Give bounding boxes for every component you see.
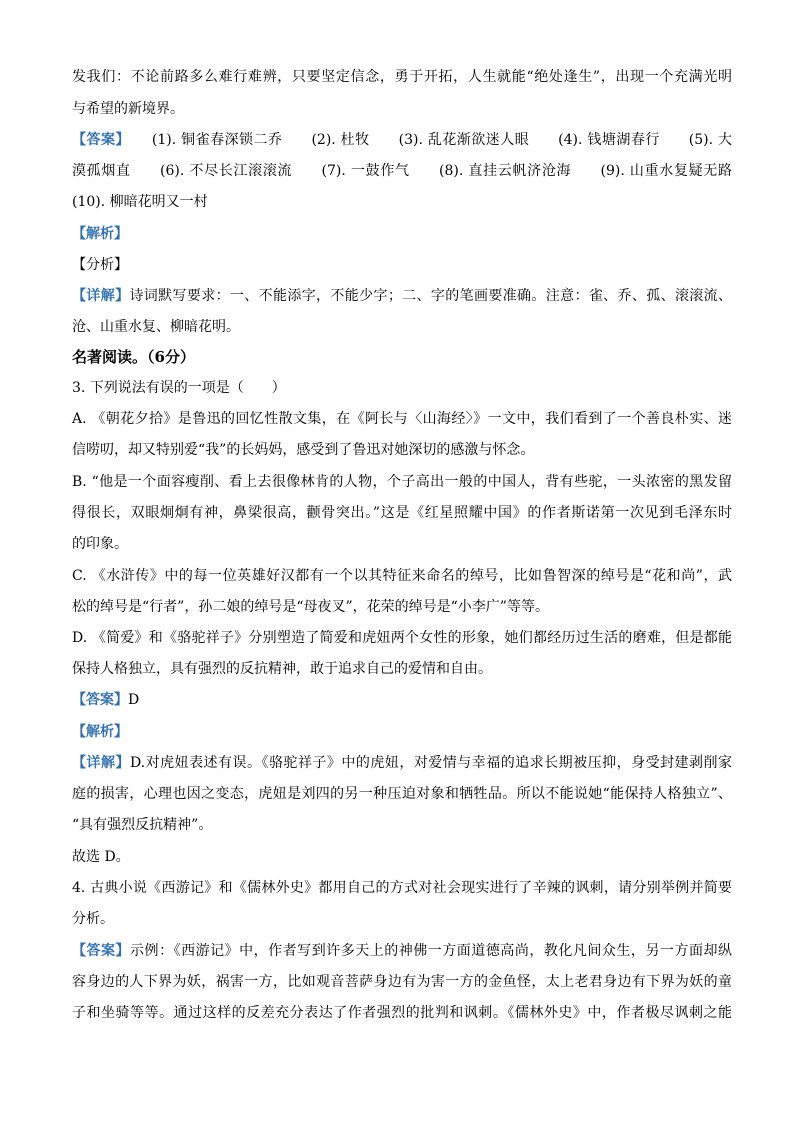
analysis-line: [72, 722, 732, 742]
detail-tag: 【详解】: [72, 755, 130, 771]
conclusion-line: 故选 D。: [72, 849, 130, 865]
question-4: 4. 古典小说《西游记》和《儒林外史》都用自己的方式对社会现实进行了辛辣的讽刺，请分别举例并简要: [72, 880, 732, 896]
option-c: C. 《水浒传》中的每一位英雄好汉都有一个以其特征来命名的绰号，比如鲁智深的绰号是“花和尚”，武: [72, 568, 732, 584]
option-b: B. “他是一个面容瘦削、看上去很像林肯的人物，个子高出一般的中国人，背有些驼，一头浓密的黑发留: [72, 474, 732, 490]
section-heading: 名著阅读。（6分）: [72, 348, 195, 366]
answer-tag: 【答案】: [72, 943, 131, 959]
text-line: 子和坐骑等等。通过这样的反差充分表达了作者强烈的批判和讽刺。《儒林外史》中，作者极尽讽刺之能: [72, 1005, 732, 1021]
detail-line: 【详解】D.对虎妞表述有误。《骆驼祥子》中的虎妞，对爱情与幸福的追求长期被压抑，身受封建剥削家: [72, 755, 733, 771]
answer-line: 【答案】 (1). 铜雀春深锁二乔 (2). 杜牧 (3). 乱花渐欲迷人眼 (4). 钱塘湖春行 (5). 大: [72, 132, 733, 148]
text-line: 分析。: [72, 911, 114, 927]
fenxi-line: 【分析】: [72, 257, 128, 273]
text-line: 与希望的新境界。: [72, 101, 184, 117]
option-a: A. 《朝花夕拾》是鲁迅的回忆性散文集，在《阿长与〈山海经〉》一文中，我们看到了一个善良朴实、迷: [72, 411, 732, 427]
answer-tag: 【答案】: [72, 132, 123, 148]
analysis-line: [72, 224, 732, 244]
option-d: D. 《简爱》和《骆驼祥子》分别塑造了简爱和虎妞两个女性的形象，她们都经历过生活的磨难，但是都能: [72, 630, 732, 646]
detail-tag: 【详解】: [72, 288, 130, 304]
answer-tag: 【答案】: [72, 692, 128, 708]
text-line: 沧、山重水复、柳暗花明。: [72, 319, 240, 335]
text-line: 庭的损害，心理也因之变态，虎妞是刘四的另一种压迫对象和牺牲品。所以不能说她“能保持人格独立”、: [72, 786, 732, 802]
detail-line: 【详解】诗词默写要求：一、不能添字，不能少字；二、字的笔画要准确。注意：雀、乔、孤、滚滚流、: [72, 288, 733, 304]
text-line: 漠孤烟直 (6). 不尽长江滚滚流 (7). 一鼓作气 (8). 直挂云帆济沧海 (9). 山重水复疑无路: [72, 163, 732, 179]
question-3: 3. 下列说法有误的一项是（ ）: [72, 380, 286, 396]
text-line: 松的绰号是“行者”，孙二娘的绰号是“母夜叉”，花荣的绰号是“小李广”等等。: [72, 599, 549, 615]
text-line: (10). 柳暗花明又一村: [72, 194, 208, 210]
text-line: 容身边的人下界为妖，祸害一方，比如观音菩萨身边有为害一方的金鱼怪，太上老君身边有下界为妖的童: [72, 974, 732, 990]
text-line: 发我们：不论前路多么难行难辨，只要坚定信念，勇于开拓，人生就能“绝处逢生”，出现一个充满光明: [72, 69, 732, 85]
text-line: 信唠叨，却又特别爱“我”的长妈妈，感受到了鲁迅对她深切的感激与怀念。: [72, 442, 535, 458]
text-line: 的印象。: [72, 536, 128, 552]
answer-line: 【答案】D: [72, 692, 140, 708]
text-line: 保持人格独立，具有强烈的反抗精神，敢于追求自己的爱情和自由。: [72, 661, 492, 677]
text-line: “具有强烈反抗精神”。: [72, 817, 213, 833]
answer-line: 【答案】示例：《西游记》中，作者写到许多天上的神佛一方面道德高尚，教化凡间众生，另一方面却纵: [72, 943, 732, 959]
analysis-tag: 【解析】: [72, 226, 128, 242]
text-line: 得很长，双眼炯炯有神，鼻梁很高，颧骨突出。”这是《红星照耀中国》的作者斯诺第一次见到毛泽东时: [72, 505, 732, 521]
analysis-tag: 【解析】: [72, 724, 128, 740]
